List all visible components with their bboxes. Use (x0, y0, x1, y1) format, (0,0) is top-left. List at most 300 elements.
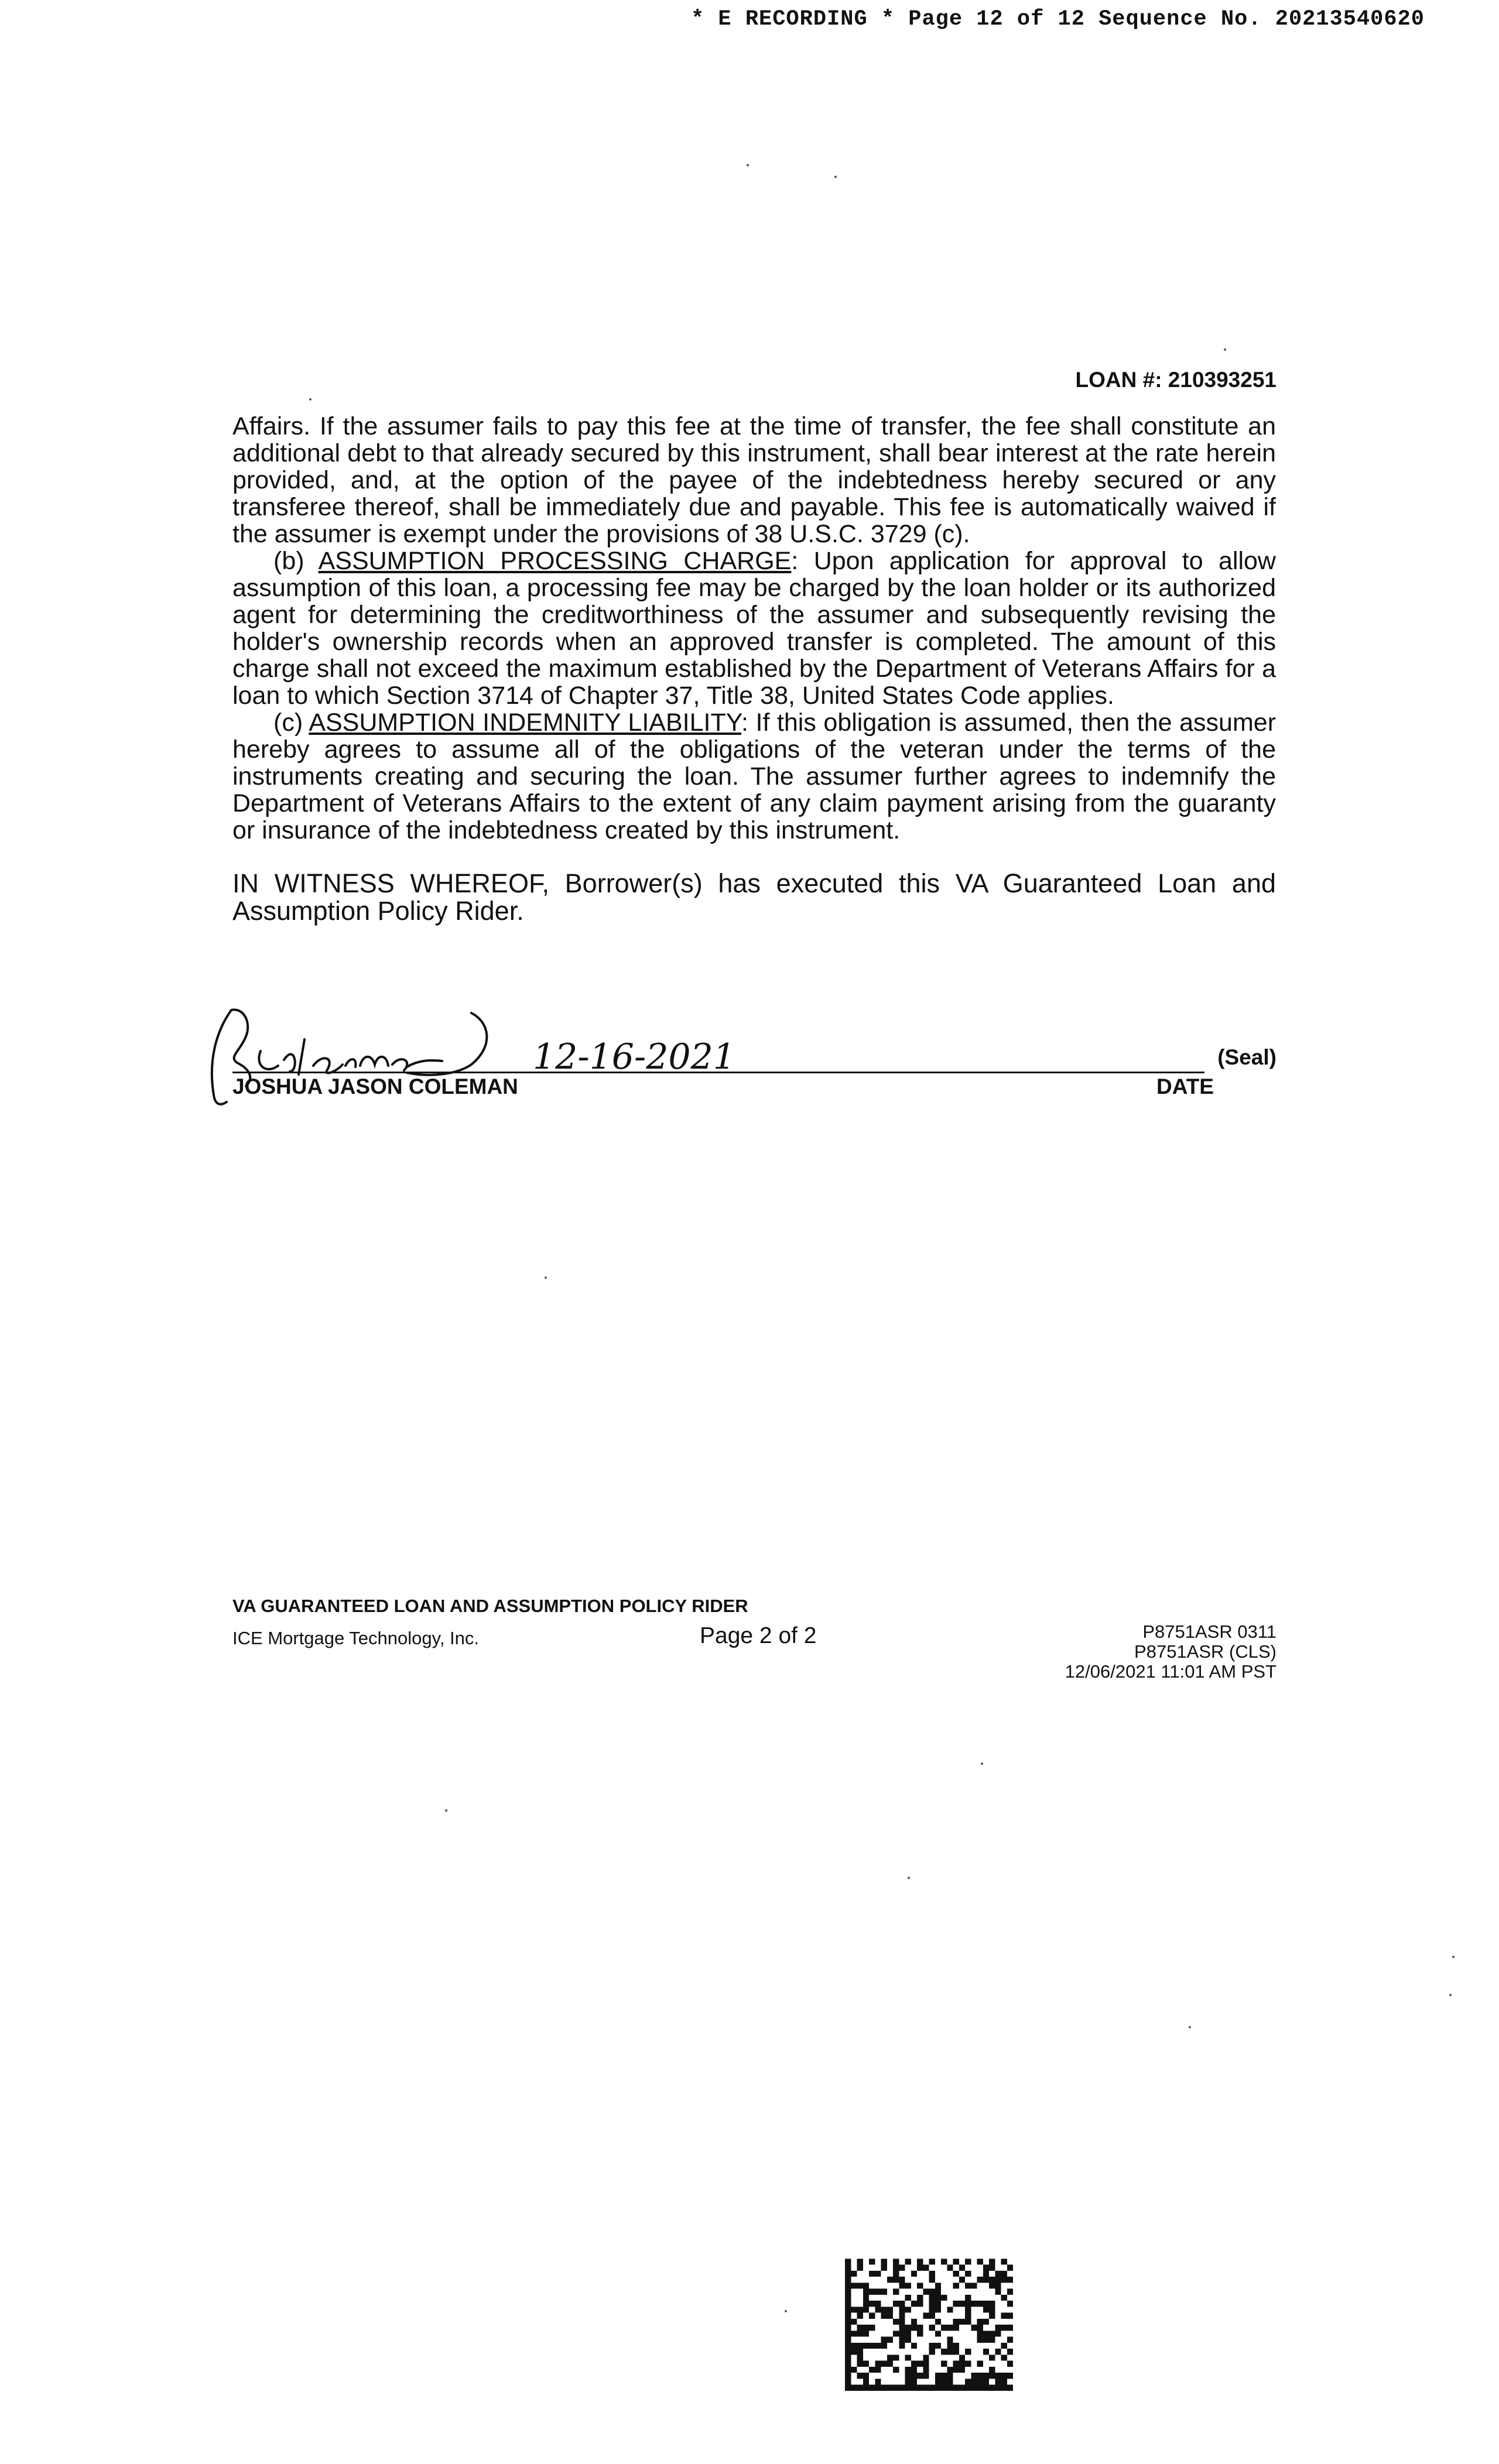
barcode-module (1001, 2343, 1007, 2349)
barcode-module (941, 2325, 947, 2330)
barcode-module (959, 2319, 965, 2325)
barcode-module (869, 2289, 875, 2295)
barcode-module (899, 2385, 905, 2391)
barcode-module (857, 2373, 863, 2379)
barcode-module (977, 2373, 983, 2379)
barcode-module (899, 2343, 905, 2349)
barcode-module (929, 2349, 935, 2355)
barcode-module (845, 2325, 851, 2330)
barcode-module (935, 2373, 941, 2379)
barcode-module (941, 2295, 947, 2301)
barcode-module (911, 2325, 917, 2330)
barcode-module (869, 2258, 875, 2264)
barcode-module (893, 2277, 899, 2282)
barcode-module (893, 2330, 899, 2336)
barcode-module (851, 2343, 857, 2349)
barcode-module (905, 2385, 911, 2391)
barcode-module (917, 2301, 923, 2306)
barcode-module (875, 2301, 881, 2306)
barcode-module (953, 2367, 959, 2373)
barcode-module (995, 2379, 1001, 2384)
barcode-module (845, 2295, 851, 2301)
barcode-module (845, 2313, 851, 2319)
barcode-module (935, 2379, 941, 2384)
barcode-module (857, 2306, 863, 2312)
barcode-module (857, 2361, 863, 2367)
barcode-module (893, 2355, 899, 2360)
handwritten-date (527, 1031, 773, 1083)
barcode-module (911, 2367, 917, 2373)
barcode-module (935, 2301, 941, 2306)
barcode-module (995, 2277, 1001, 2282)
barcode-module (947, 2306, 953, 2312)
barcode-module (845, 2277, 851, 2282)
date-label: DATE (1156, 1074, 1214, 1098)
barcode-module (857, 2343, 863, 2349)
barcode-module (989, 2301, 995, 2306)
processing-charge-text: : Upon application for approval to allow assumption of this loan, a processing fee may be charged by the loan holder or its authorized agent for determining the creditworthiness of the assumer and subsequently revising the holder's ownership records when an approved transfer is completed. The amount of this charge shall not exceed the maximum established by the Department of Veterans Affairs for a loan to which Section 3714 of Chapter 37, Title 38, United States Code applies. (232, 547, 1276, 710)
barcode-module (857, 2258, 863, 2264)
barcode-module (905, 2367, 911, 2373)
barcode-module (929, 2301, 935, 2306)
barcode-module (845, 2349, 851, 2355)
barcode-module (899, 2265, 905, 2271)
barcode-module (923, 2385, 929, 2391)
barcode-module (977, 2301, 983, 2306)
barcode-module (851, 2385, 857, 2391)
barcode-module (935, 2343, 941, 2349)
barcode-module (953, 2385, 959, 2391)
barcode-module (887, 2361, 893, 2367)
barcode-module (869, 2325, 875, 2330)
barcode-module (917, 2385, 923, 2391)
scan-speck (1224, 348, 1226, 351)
barcode-module (941, 2373, 947, 2379)
barcode-module (929, 2258, 935, 2264)
barcode-module (983, 2330, 989, 2336)
barcode-module (845, 2361, 851, 2367)
barcode-module (899, 2277, 905, 2282)
barcode-module (1001, 2373, 1007, 2379)
barcode-module (1001, 2313, 1007, 2319)
barcode-module (869, 2385, 875, 2391)
indemnity-liability-text: : If this obligation is assumed, then the assumer hereby agrees to assume all of the obligations of the veteran under the terms of the instruments creating and securing the loan. The assumer further agrees to indemnify the Department of Veterans Affairs to the extent of any claim payment arising from the guaranty or insurance of the indebtedness created by this instrument. (232, 709, 1276, 844)
barcode-module (1007, 2349, 1013, 2355)
barcode-module (965, 2379, 971, 2384)
barcode-module (869, 2271, 875, 2277)
barcode-module (947, 2379, 953, 2384)
barcode-module (911, 2373, 917, 2379)
witness-clause: IN WITNESS WHEREOF, Borrower(s) has executed this VA Guaranteed Loan and Assumption Policy Rider. (232, 868, 1276, 926)
barcode-module (947, 2343, 953, 2349)
barcode-module (989, 2258, 995, 2264)
paragraph-indemnity-liability (232, 709, 1276, 844)
seal-label: (Seal) (1217, 1045, 1276, 1069)
barcode-module (965, 2349, 971, 2355)
processing-charge-heading: ASSUMPTION PROCESSING CHARGE (318, 547, 792, 575)
barcode-module (845, 2355, 851, 2360)
barcode-module (893, 2301, 899, 2306)
barcode-module (989, 2330, 995, 2336)
barcode-module (941, 2349, 947, 2355)
barcode-module (857, 2313, 863, 2319)
barcode-module (947, 2325, 953, 2330)
barcode-module (875, 2289, 881, 2295)
barcode-module (995, 2385, 1001, 2391)
barcode-module (983, 2271, 989, 2277)
barcode-module (893, 2271, 899, 2277)
barcode-module (851, 2349, 857, 2355)
barcode-module (905, 2379, 911, 2384)
barcode-module (863, 2295, 869, 2301)
barcode-module (983, 2349, 989, 2355)
barcode-module (845, 2265, 851, 2271)
barcode-module (845, 2385, 851, 2391)
barcode-module (887, 2337, 893, 2343)
barcode-module (869, 2301, 875, 2306)
barcode-module (977, 2361, 983, 2367)
barcode-module (905, 2282, 911, 2288)
paragraph-label: (c) (273, 709, 309, 737)
barcode-module (911, 2343, 917, 2349)
barcode-module (977, 2258, 983, 2264)
barcode-module (1007, 2385, 1013, 2391)
barcode-module (989, 2385, 995, 2391)
barcode-module (941, 2385, 947, 2391)
barcode-module (899, 2337, 905, 2343)
barcode-module (857, 2330, 863, 2336)
barcode-module (1007, 2301, 1013, 2306)
barcode-module (935, 2282, 941, 2288)
barcode-module (863, 2301, 869, 2306)
barcode-module (1007, 2265, 1013, 2271)
barcode-module (881, 2265, 887, 2271)
barcode-module (899, 2301, 905, 2306)
barcode-module (953, 2343, 959, 2349)
barcode-module (923, 2265, 929, 2271)
barcode-module (959, 2367, 965, 2373)
barcode-module (965, 2361, 971, 2367)
barcode-module (893, 2265, 899, 2271)
barcode-module (929, 2325, 935, 2330)
barcode-module (875, 2379, 881, 2384)
barcode-module (863, 2289, 869, 2295)
scan-speck (908, 1877, 910, 1879)
barcode-module (1001, 2258, 1007, 2264)
barcode-module (1001, 2295, 1007, 2301)
recording-stamp: * E RECORDING * Page 12 of 12 Sequence No. 20213540620 (691, 7, 1425, 32)
barcode-module (929, 2306, 935, 2312)
scan-speck (981, 1763, 983, 1765)
barcode-module (983, 2373, 989, 2379)
barcode-module (851, 2367, 857, 2373)
barcode-module (893, 2385, 899, 2391)
barcode-module (959, 2277, 965, 2282)
barcode-module (953, 2258, 959, 2264)
barcode-module (905, 2330, 911, 2336)
scan-speck (445, 1809, 447, 1812)
barcode-module (905, 2373, 911, 2379)
barcode-module (935, 2330, 941, 2336)
barcode-module (899, 2282, 905, 2288)
barcode-module (929, 2289, 935, 2295)
scan-speck (1449, 1994, 1452, 1996)
barcode-module (953, 2301, 959, 2306)
barcode-module (923, 2355, 929, 2360)
barcode-module (863, 2330, 869, 2336)
scan-speck (785, 2310, 787, 2312)
barcode-module (977, 2385, 983, 2391)
barcode-module (995, 2282, 1001, 2288)
barcode-module (929, 2343, 935, 2349)
barcode-module (959, 2265, 965, 2271)
barcode-module (953, 2361, 959, 2367)
barcode-module (917, 2361, 923, 2367)
barcode-module (929, 2271, 935, 2277)
barcode-module (959, 2385, 965, 2391)
barcode-module (929, 2313, 935, 2319)
barcode-module (989, 2265, 995, 2271)
barcode-module (923, 2289, 929, 2295)
barcode-module (941, 2379, 947, 2384)
barcode-module (863, 2373, 869, 2379)
barcode-module (881, 2361, 887, 2367)
barcode-module (935, 2306, 941, 2312)
barcode-module (923, 2367, 929, 2373)
barcode-module (1001, 2355, 1007, 2360)
barcode-module (905, 2306, 911, 2312)
page-number: Page 2 of 2 (700, 1623, 817, 1648)
form-title: VA GUARANTEED LOAN AND ASSUMPTION POLICY RIDER (232, 1596, 748, 1616)
barcode-module (989, 2355, 995, 2360)
barcode-module (845, 2373, 851, 2379)
barcode-module (935, 2289, 941, 2295)
barcode-module (1007, 2337, 1013, 2343)
barcode-module (983, 2337, 989, 2343)
barcode-module (1007, 2325, 1013, 2330)
barcode-module (887, 2277, 893, 2282)
barcode-module (977, 2319, 983, 2325)
barcode-module (983, 2301, 989, 2306)
barcode-module (845, 2337, 851, 2343)
barcode-module (845, 2271, 851, 2277)
barcode-module (869, 2313, 875, 2319)
barcode-module (857, 2265, 863, 2271)
barcode-module (911, 2301, 917, 2306)
barcode-module (875, 2343, 881, 2349)
barcode-module (929, 2385, 935, 2391)
handwritten-date-text: 12-16-2021 (533, 1036, 735, 1077)
barcode-module (947, 2385, 953, 2391)
paragraph-fee: Affairs. If the assumer fails to pay this fee at the time of transfer, the fee shall constitute an additional debt to that already secured by this instrument, shall bear interest at the rate herein provided, and, at the option of the payee of the indebtedness hereby secured or any transferee thereof, shall be immediately due and payable. This fee is automatically waived if the assumer is exempt under the provisions of 38 U.S.C. 3729 (c). (232, 412, 1276, 548)
barcode-module (977, 2337, 983, 2343)
barcode-module (941, 2258, 947, 2264)
barcode-module (887, 2313, 893, 2319)
signature-line (232, 1072, 1204, 1073)
barcode-module (989, 2367, 995, 2373)
barcode-module (959, 2361, 965, 2367)
barcode-module (959, 2355, 965, 2360)
barcode-module (989, 2337, 995, 2343)
barcode-module (905, 2258, 911, 2264)
barcode-module (947, 2337, 953, 2343)
barcode-module (947, 2373, 953, 2379)
signer-name: JOSHUA JASON COLEMAN (232, 1074, 518, 1098)
barcode-module (935, 2295, 941, 2301)
barcode-module (875, 2385, 881, 2391)
barcode-module (1001, 2277, 1007, 2282)
barcode-module (875, 2271, 881, 2277)
barcode-module (947, 2265, 953, 2271)
barcode-module (1007, 2313, 1013, 2319)
paragraph-label: (b) (273, 547, 319, 575)
barcode-module (923, 2373, 929, 2379)
loan-number: LOAN #: 210393251 (1075, 368, 1276, 392)
barcode-module (893, 2319, 899, 2325)
barcode-module (911, 2271, 917, 2277)
barcode-module (965, 2301, 971, 2306)
barcode-module (881, 2385, 887, 2391)
barcode-module (881, 2337, 887, 2343)
barcode-module (1001, 2271, 1007, 2277)
barcode-module (989, 2277, 995, 2282)
barcode-module (965, 2271, 971, 2277)
barcode-module (881, 2258, 887, 2264)
barcode-module (953, 2282, 959, 2288)
scan-speck (747, 164, 749, 166)
barcode-module (1001, 2385, 1007, 2391)
barcode-module (971, 2379, 977, 2384)
barcode-module (899, 2330, 905, 2336)
barcode-module (875, 2367, 881, 2373)
barcode-module (965, 2385, 971, 2391)
barcode-module (965, 2282, 971, 2288)
barcode-module (881, 2289, 887, 2295)
barcode-module (869, 2343, 875, 2349)
barcode-module (911, 2379, 917, 2384)
form-code-2: P8751ASR (CLS) (1134, 1641, 1276, 1662)
scan-speck (1189, 2026, 1191, 2028)
barcode-module (935, 2319, 941, 2325)
barcode-module (899, 2325, 905, 2330)
barcode-module (857, 2282, 863, 2288)
barcode-module (983, 2385, 989, 2391)
barcode-module (857, 2355, 863, 2360)
barcode-module (869, 2367, 875, 2373)
barcode-module (845, 2330, 851, 2336)
barcode-module (863, 2282, 869, 2288)
barcode-module (851, 2330, 857, 2336)
barcode-module (863, 2385, 869, 2391)
barcode-module (965, 2319, 971, 2325)
barcode-module (911, 2361, 917, 2367)
barcode-module (899, 2313, 905, 2319)
barcode-module (965, 2306, 971, 2312)
barcode-module (989, 2313, 995, 2319)
barcode-module (899, 2306, 905, 2312)
barcode-module (935, 2385, 941, 2391)
barcode-module (977, 2330, 983, 2336)
rider-body (232, 413, 1276, 844)
barcode-module (965, 2258, 971, 2264)
barcode-module (1007, 2289, 1013, 2295)
barcode-module (857, 2349, 863, 2355)
indemnity-liability-heading: ASSUMPTION INDEMNITY LIABILITY (309, 709, 742, 737)
barcode-module (917, 2265, 923, 2271)
barcode-module (851, 2306, 857, 2312)
barcode-module (845, 2319, 851, 2325)
barcode-module (863, 2325, 869, 2330)
scan-speck (834, 176, 837, 178)
barcode-module (989, 2282, 995, 2288)
barcode-module (995, 2349, 1001, 2355)
barcode-module (989, 2373, 995, 2379)
barcode-module (983, 2277, 989, 2282)
barcode-module (911, 2319, 917, 2325)
barcode-module (971, 2385, 977, 2391)
barcode-module (971, 2301, 977, 2306)
barcode-module (1007, 2277, 1013, 2282)
barcode-module (845, 2306, 851, 2312)
barcode-module (1007, 2373, 1013, 2379)
form-code-1: P8751ASR 0311 (1142, 1621, 1276, 1642)
barcode-module (923, 2313, 929, 2319)
barcode-module (977, 2325, 983, 2330)
barcode-module (893, 2289, 899, 2295)
barcode-module (917, 2373, 923, 2379)
company-name: ICE Mortgage Technology, Inc. (232, 1628, 480, 1648)
barcode-module (965, 2295, 971, 2301)
barcode-module (905, 2325, 911, 2330)
barcode-module (971, 2282, 977, 2288)
barcode-module (881, 2306, 887, 2312)
barcode-module (1001, 2325, 1007, 2330)
barcode-module (953, 2325, 959, 2330)
barcode-module (941, 2361, 947, 2367)
barcode-module (1001, 2379, 1007, 2384)
barcode-module (863, 2343, 869, 2349)
barcode-module (905, 2355, 911, 2360)
barcode-module (845, 2289, 851, 2295)
barcode-module (851, 2282, 857, 2288)
barcode-module (905, 2295, 911, 2301)
barcode-module (845, 2343, 851, 2349)
barcode-module (959, 2301, 965, 2306)
barcode-module (995, 2373, 1001, 2379)
paragraph-processing-charge (232, 547, 1276, 709)
barcode-module (851, 2319, 857, 2325)
barcode-module (911, 2385, 917, 2391)
barcode-module (899, 2319, 905, 2325)
scan-speck (309, 398, 312, 401)
barcode-module (887, 2385, 893, 2391)
barcode-module (983, 2306, 989, 2312)
barcode-module (845, 2367, 851, 2373)
barcode-module (863, 2379, 869, 2384)
barcode-module (983, 2319, 989, 2325)
barcode-module (995, 2289, 1001, 2295)
barcode-module (887, 2306, 893, 2312)
barcode-module (947, 2367, 953, 2373)
barcode-module (893, 2367, 899, 2373)
barcode-module (995, 2271, 1001, 2277)
barcode-module (887, 2355, 893, 2360)
barcode-module (965, 2313, 971, 2319)
barcode-module (857, 2325, 863, 2330)
form-timestamp: 12/06/2021 11:01 AM PST (1065, 1661, 1276, 1682)
barcode-module (875, 2306, 881, 2312)
barcode-module (953, 2349, 959, 2355)
